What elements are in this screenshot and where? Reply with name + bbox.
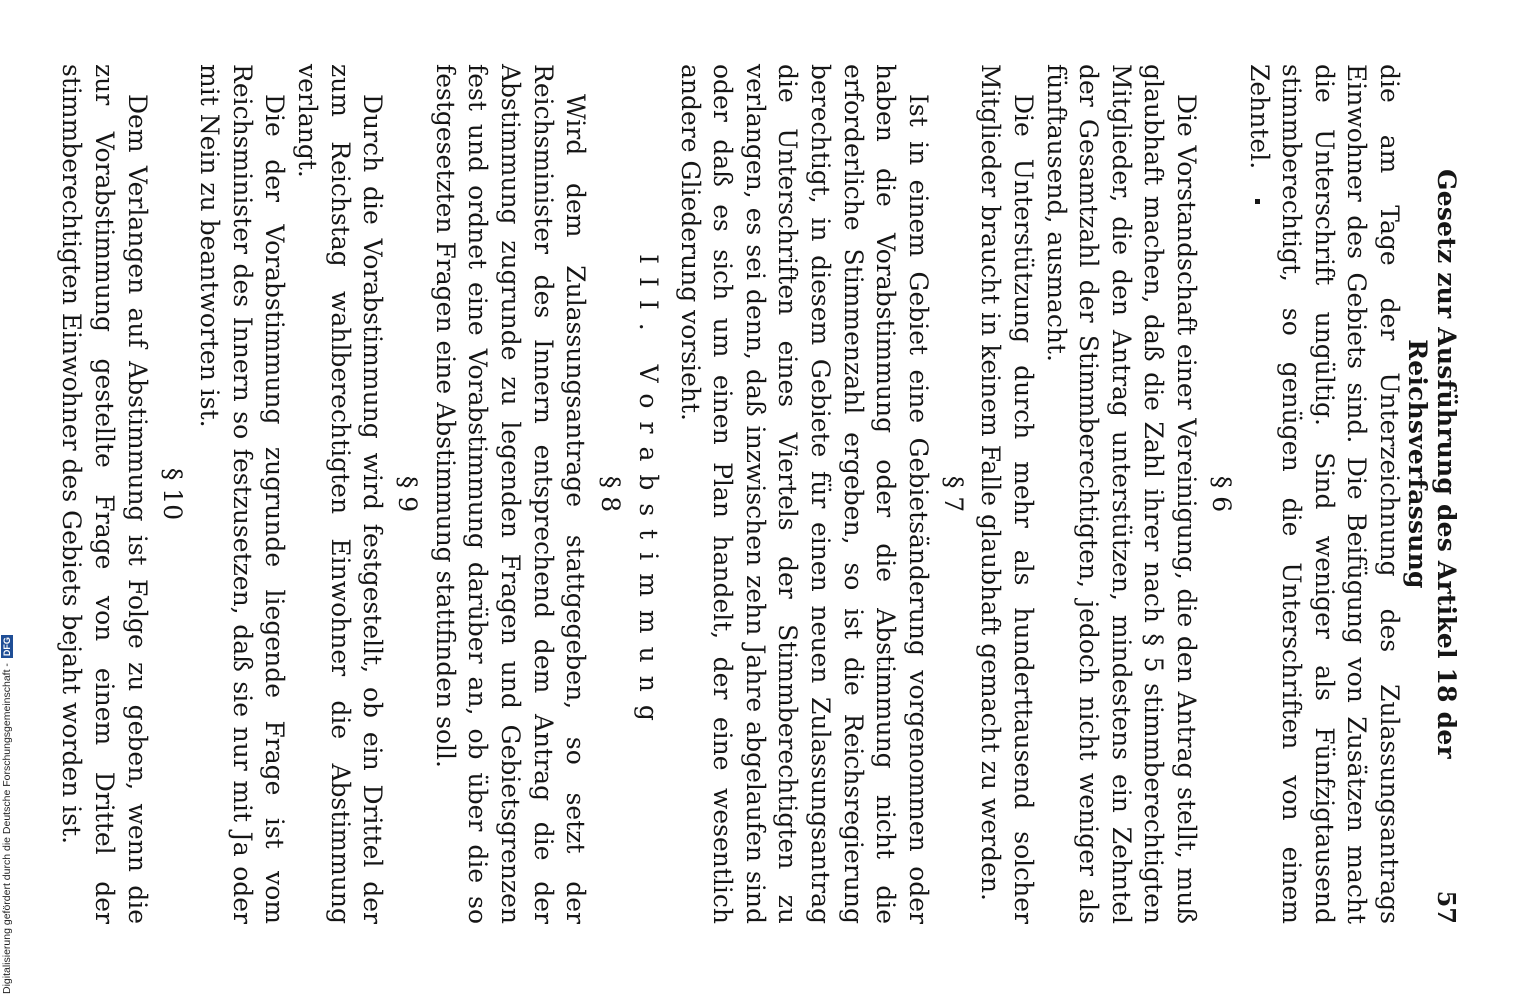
- paragraph-continued: [1242, 64, 1405, 924]
- heading-para-7: § 7: [938, 475, 968, 513]
- page-number: 57: [1432, 890, 1461, 924]
- paragraph-6-2: Die Unterstützung durch mehr als hunderttausend solcher Mitglieder braucht in keinem Falle glaubhaft gemacht zu werden.: [976, 64, 1039, 924]
- dfg-logo: DFG: [2, 637, 13, 657]
- paragraph-7: Ist in einem Gebiet eine Gebietsänderung vorgenommen oder haben die Vorabstimmung oder die Abstimmung nicht die erforderliche Stimmenzahl ergeben, so ist die Reichsregierung berechtigt, in diesem Gebiete für einen neuen Zulassungsantrag die Unterschriften eines Viertels der Stimmberechtigten zu verlangen, es sei denn, daß inzwischen zehn Jahre abgelaufen sind oder daß es sich um einen Plan handelt, der eine wesentlich andere Gliederung vorsieht.: [675, 64, 933, 924]
- paragraph-9-1: Durch die Vorabstimmung wird festgestellt, ob ein Drittel der zum Reichstag wahlberechtigten Einwohner die Abstimmung verlangt.: [292, 64, 388, 924]
- paragraph-8: Wird dem Zulassungsantrage stattgegeben, so setzt der Reichsminister des Innern entsprechend dem Antrag die der Abstimmung zugrunde zu legenden Fragen und Gebietsgrenzen fest und ordnet eine Vorabstimmung darüber an, ob über die so festgesetzten Fragen eine Abstimmung stattfinden soll.: [430, 64, 591, 924]
- paragraph-10: Dem Verlangen auf Abstimmung ist Folge zu geben, wenn die zur Vorabstimmung gestellte Frage von einem Drittel der stimmberechtigten Einwohner des Gebiets bejaht worden ist.: [57, 64, 152, 924]
- section-heading-iii: III. Vorabstimmung: [634, 254, 664, 734]
- heading-para-10: § 10: [157, 467, 187, 521]
- heading-para-9: § 9: [393, 475, 423, 513]
- ink-dot: [1255, 199, 1260, 204]
- running-title: Gesetz zur Ausführung des Artikel 18 der Reichsverfassung: [1403, 169, 1461, 759]
- paragraph-6-1: Die Vorstandschaft einer Vereinigung, die den Antrag stellt, muß glaubhaft machen, daß die Zahl ihrer nach § 5 stimmberechtigten Mitglieder, die den Antrag unterstützen, mindestens ein Zehntel der Gesamtzahl der Stimmberechtigten, jedoch nicht weniger als fünftausend, ausmacht.: [1041, 64, 1202, 924]
- heading-para-8: § 8: [596, 475, 626, 513]
- page-content: [21, 64, 1461, 924]
- credit-text: Digitalisierung gefördert durch die Deutsche Forschungsgemeinschaft -: [1, 663, 13, 994]
- paragraph-9-2: Die der Vorabstimmung zugrunde liegende Frage ist vom Reichsminister des Innern so festzusetzen, daß sie nur mit Ja oder mit Nein zu beantworten ist.: [195, 64, 290, 924]
- heading-para-6: § 6: [1207, 475, 1237, 513]
- running-head: [1403, 64, 1461, 924]
- digitization-credit: [0, 594, 14, 994]
- paragraph-text: die am Tage der Unterzeichnung des Zulassungsantrags Einwohner des Gebiets sind. Die Beifügung von Zusätzen macht die Unterschrift ungültig. Sind weniger als Fünfzigtausend stimmberechtigt, so genügen die Unterschriften von einem Zehntel.: [1244, 64, 1404, 924]
